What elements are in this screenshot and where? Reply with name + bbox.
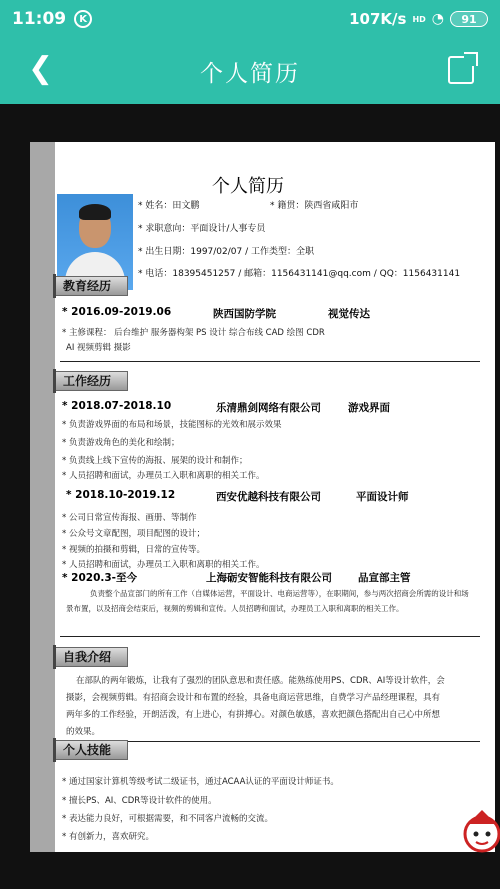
share-icon[interactable] [448, 56, 474, 84]
status-right [349, 10, 488, 28]
notification-k-icon: K [74, 10, 92, 28]
section-skills: 个人技能 [54, 740, 128, 760]
intro-line3: 两年多的工作经验，开朗活泼，有上进心，有拼搏心。对颜色敏感，喜欢把颜色搭配出自己心中所想 [66, 710, 441, 720]
info-intent: * 求职意向：平面设计/人事专员 [138, 224, 266, 234]
job2-item: * 视频的拍摄和剪辑，日常的宣传等。 [62, 545, 205, 555]
battery-level: 91 [461, 12, 477, 26]
edu-school: 陕西国防学院 [213, 308, 276, 320]
section-work: 工作经历 [54, 371, 128, 391]
back-icon[interactable]: ❮ [28, 51, 54, 86]
floating-mascot-icon[interactable] [458, 806, 500, 854]
job3-desc-line1: 负责整个品宣部门的所有工作（自媒体运营，平面设计、电商运营等），在职期间，参与两次招商会所需的设计和场 [90, 589, 469, 598]
job2-item: * 公众号文章配图，项目配图的设计； [62, 529, 205, 539]
resume-document[interactable] [30, 142, 495, 852]
status-bar [0, 0, 500, 38]
job3-desc-line2: 景布置，以及招商会结束后，视频的剪辑和宣传。人员招聘和面试，办理员工入职和离职的相关工作。 [66, 604, 404, 613]
divider-work [60, 636, 480, 637]
job1-item: * 人员招聘和面试，办理员工入职和离职的相关工作。 [62, 471, 265, 481]
info-name: * 姓名：田文鹏 [138, 201, 200, 211]
job1-item: * 负责游戏界面的布局和场景，技能图标的光效和展示效果 [62, 420, 282, 430]
page-title: 个人简历 [200, 60, 300, 87]
wifi-icon: ◔ [431, 11, 444, 27]
skill-item: * 擅长PS、AI、CDR等设计软件的使用。 [62, 796, 217, 806]
battery-icon [450, 11, 488, 27]
info-origin: * 籍贯：陕西省咸阳市 [270, 201, 359, 211]
edu-courses-line2: AI 视频剪辑 摄影 [66, 343, 131, 353]
info-contact: * 电话：18395451257 / 邮箱：1156431141@qq.com / QQ：1156431141 [138, 269, 461, 279]
resume-title: 个人简历 [212, 176, 284, 197]
info-birth: * 出生日期：1997/02/07 / 工作类型：全职 [138, 247, 314, 257]
job1-company: 乐清鼎剑网络有限公司 [216, 402, 321, 414]
hd-badge: HD [412, 14, 426, 24]
skill-item: * 表达能力良好，可根据需要，和不同客户流畅的交流。 [62, 814, 273, 824]
divider-education [60, 361, 480, 362]
edu-major: 视觉传达 [328, 308, 370, 320]
skill-item: * 通过国家计算机等级考试二级证书，通过ACAA认证的平面设计师证书。 [62, 777, 339, 787]
job1-period: * 2018.07-2018.10 [62, 400, 172, 412]
job2-item: * 公司日常宣传海报、画册、等制作 [62, 513, 197, 523]
section-intro: 自我介绍 [54, 647, 128, 667]
skill-item: * 有创新力，喜欢研究。 [62, 832, 154, 842]
edu-period: * 2016.09-2019.06 [62, 306, 172, 318]
status-time: 11:09 [12, 9, 67, 29]
photo-hair [79, 204, 111, 220]
job1-title: 游戏界面 [348, 402, 390, 414]
job2-title: 平面设计师 [356, 491, 409, 503]
viewer-background-bottom [0, 852, 500, 889]
job1-item: * 负责游戏角色的美化和绘制； [62, 438, 180, 448]
network-speed: 107K/s [349, 10, 407, 28]
intro-line1: 在部队的两年锻炼，让我有了强烈的团队意思和责任感。能熟练使用PS、CDR、AI等设计软件，会 [76, 676, 445, 686]
intro-line4: 的效果。 [66, 727, 101, 737]
title-bar [0, 38, 500, 104]
job2-period: * 2018.10-2019.12 [66, 489, 176, 501]
intro-line2: 摄影，会视频剪辑。有招商会设计和布置的经验，具备电商运营思维，自费学习产品经理课程，具有 [66, 693, 441, 703]
job2-company: 西安优越科技有限公司 [216, 491, 321, 503]
job3-period: * 2020.3-至今 [62, 572, 138, 584]
viewer-background-top [0, 104, 500, 142]
job2-item: * 人员招聘和面试，办理员工入职和离职的相关工作。 [62, 560, 265, 570]
job3-company: 上海砺安智能科技有限公司 [206, 572, 332, 584]
edu-courses-line1: * 主修课程： 后台维护 服务器构架 PS 设计 综合布线 CAD 绘图 CDR [62, 328, 325, 338]
document-sidebar [30, 142, 55, 852]
section-education: 教育经历 [54, 276, 128, 296]
job1-item: * 负责线上线下宣传的海报、展架的设计和制作； [62, 456, 248, 466]
job3-title: 品宣部主管 [358, 572, 411, 584]
